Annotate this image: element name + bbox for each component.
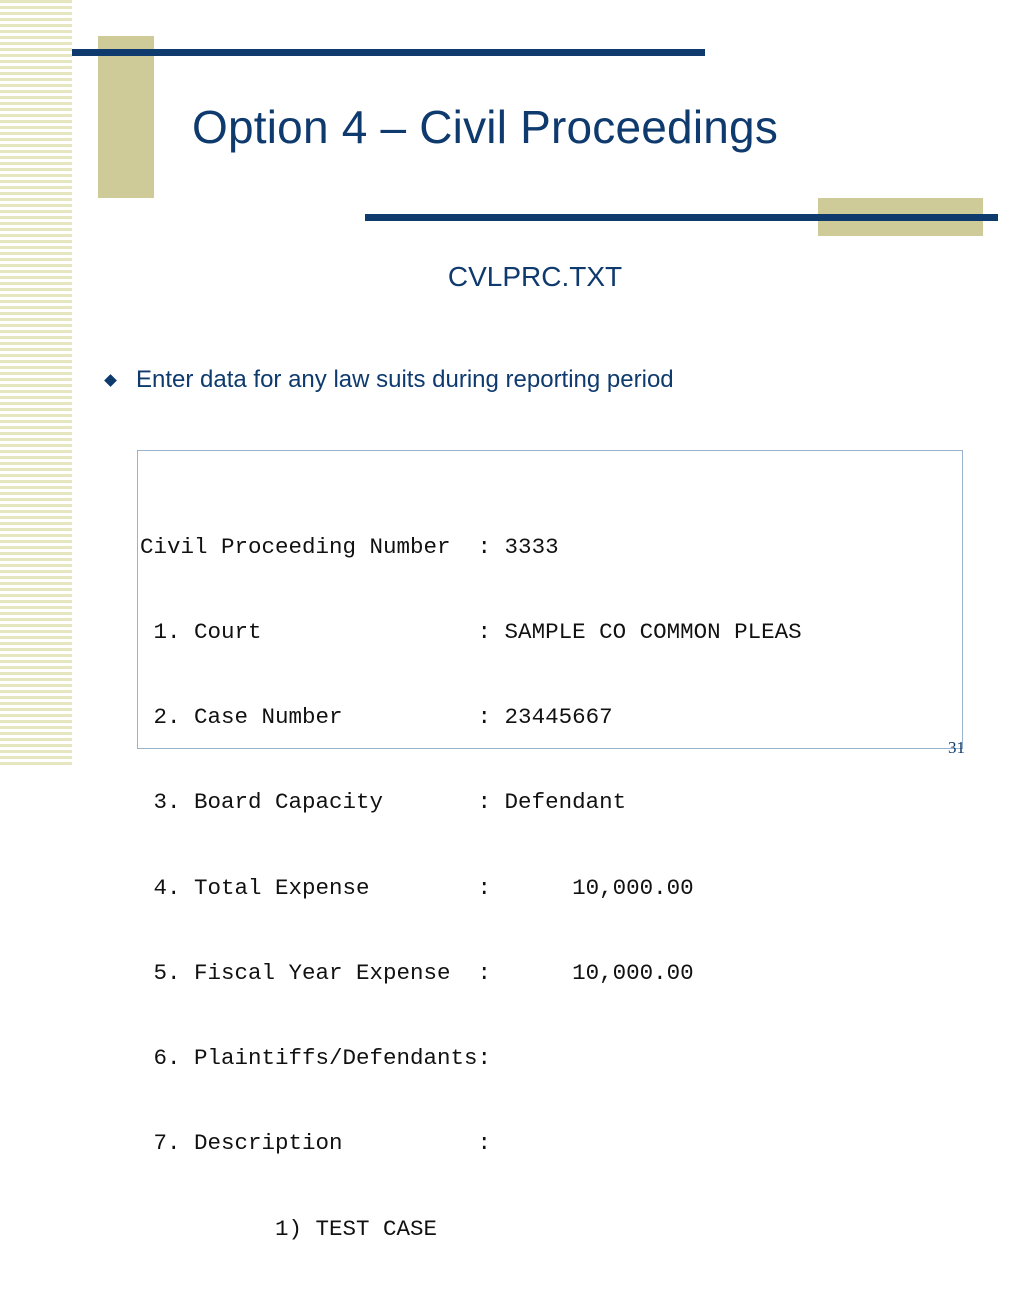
- diamond-bullet-icon: [104, 374, 117, 387]
- page-number: 31: [948, 738, 965, 757]
- bullet-text: Enter data for any law suits during reporting period: [136, 366, 674, 393]
- terminal-screenshot: [137, 450, 963, 1242]
- left-striped-border: [0, 0, 72, 768]
- terminal-line: 5. Fiscal Year Expense : 10,000.00: [140, 959, 694, 986]
- decorative-rule-bottom: [365, 214, 998, 221]
- decorative-rule-top: [72, 49, 705, 56]
- terminal-text: [140, 476, 802, 1300]
- terminal-line: 2. Case Number : 23445667: [140, 704, 613, 731]
- terminal-line: 4. Total Expense : 10,000.00: [140, 874, 694, 901]
- decorative-tan-block-left: [98, 36, 154, 198]
- terminal-line: 6. Plaintiffs/Defendants:: [140, 1045, 492, 1072]
- terminal-line: 1. Court : SAMPLE CO COMMON PLEAS: [140, 619, 802, 646]
- terminal-line: 1) TEST CASE: [140, 1215, 438, 1242]
- bullet-item: [106, 366, 674, 394]
- slide-subtitle: CVLPRC.TXT: [447, 261, 623, 292]
- terminal-line: 3. Board Capacity : Defendant: [140, 789, 627, 816]
- terminal-line: Civil Proceeding Number : 3333: [140, 533, 559, 560]
- terminal-line: 7. Description :: [140, 1130, 492, 1157]
- slide-title: Option 4 – Civil Proceedings: [192, 101, 779, 153]
